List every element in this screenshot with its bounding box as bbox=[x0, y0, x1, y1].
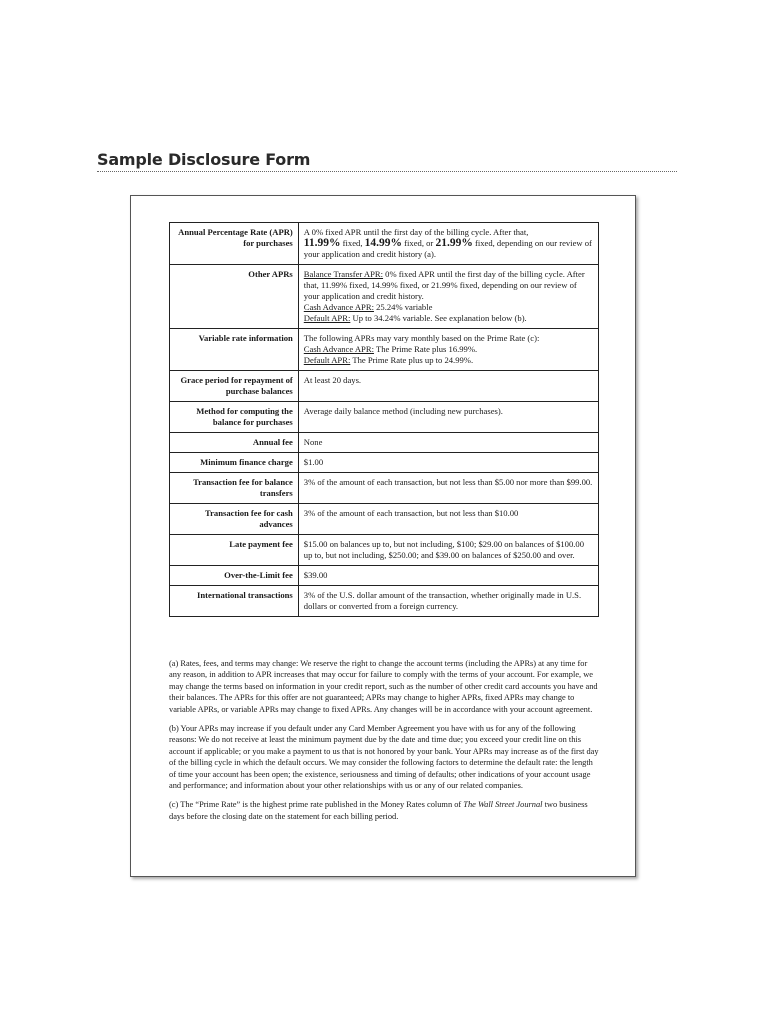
table-row bbox=[170, 329, 599, 371]
row-value: 3% of the U.S. dollar amount of the transaction, whether originally made in U.S. dollars or converted from a foreign currency. bbox=[298, 586, 598, 617]
footnote-c bbox=[169, 799, 601, 822]
row-label: Annual fee bbox=[170, 433, 299, 453]
row-label: Minimum finance charge bbox=[170, 453, 299, 473]
apr-intro-text: A 0% fixed APR until the first day of the billing cycle. After that, bbox=[303, 227, 529, 237]
default-apr-text: Up to 34.24% variable. See explanation below (b). bbox=[350, 313, 527, 323]
disclosure-table bbox=[169, 222, 599, 617]
row-label: Variable rate information bbox=[170, 329, 299, 371]
row-label: Over-the-Limit fee bbox=[170, 566, 299, 586]
footnotes bbox=[169, 658, 601, 830]
default-apr-label: Default APR: bbox=[303, 355, 351, 365]
table-row bbox=[170, 535, 599, 566]
footnote-b: (b) Your APRs may increase if you default under any Card Member Agreement you have with us for any of the following reasons: We do not receive at least the minimum payment due by the date and time due; you exceed your credit line on this account if applicable; or you make a payment to us that is not honored by your bank. Your APRs may increase as of the first day of the billing cycle in which the default occurs. We may consider the following factors to determine the default rate: the length of time your account has been open; the existence, seriousness and timing of defaults; other indications of your account usage and performance; and information about your other relationships with us or any of our related companies. bbox=[169, 724, 599, 791]
row-value: $15.00 on balances up to, but not including, $100; $29.00 on balances of $100.00 up to, but not including, $250.00; and $39.00 on balances of $250.00 and over. bbox=[298, 535, 598, 566]
cash-advance-text: The Prime Rate plus 16.99%. bbox=[373, 344, 478, 354]
page-title: Sample Disclosure Form bbox=[97, 150, 311, 169]
cash-advance-text: 25.24% variable bbox=[373, 302, 433, 312]
row-value: At least 20 days. bbox=[298, 371, 598, 402]
cash-advance-label: Cash Advance APR: bbox=[303, 344, 374, 354]
disclosure-document bbox=[130, 195, 636, 877]
footnote-a: (a) Rates, fees, and terms may change: We reserve the right to change the account terms (including the APRs) at any time for any reason, in addition to APR increases that may occur for failure to comply with the terms of your account. For example, we may change the terms based on information in your credit report, such as the number of other credit card accounts you have and their balances. The APRs for this offer are not guaranteed; APRs may change to higher APRs, fixed APRs may change to variable APRs, or variable APRs may change to fixed APRs. Any changes will be in accordance with your account agreement. bbox=[169, 659, 598, 714]
apr-rate-2: 14.99% bbox=[364, 237, 403, 249]
apr-text: fixed, or bbox=[402, 238, 436, 248]
row-label: Late payment fee bbox=[170, 535, 299, 566]
row-value: $39.00 bbox=[298, 566, 598, 586]
row-value: Average daily balance method (including new purchases). bbox=[298, 402, 598, 433]
apr-rate-3: 21.99% bbox=[435, 237, 473, 249]
table-row bbox=[170, 504, 599, 535]
journal-title: The Wall Street Journal bbox=[463, 800, 543, 810]
table-row bbox=[170, 402, 599, 433]
row-value: 3% of the amount of each transaction, but not less than $10.00 bbox=[298, 504, 598, 535]
row-label: International transactions bbox=[170, 586, 299, 617]
table-row bbox=[170, 473, 599, 504]
row-label: Grace period for repayment of purchase balances bbox=[170, 371, 299, 402]
apr-rate-1: 11.99% bbox=[303, 237, 341, 249]
footnote-c-text: (c) The “Prime Rate” is the highest prime rate published in the Money Rates column of bbox=[169, 800, 464, 810]
row-label: Other APRs bbox=[170, 265, 299, 329]
table-row bbox=[170, 265, 599, 329]
row-value bbox=[298, 265, 598, 329]
table-row bbox=[170, 433, 599, 453]
heading-divider bbox=[97, 171, 677, 172]
cash-advance-label: Cash Advance APR: bbox=[303, 302, 374, 312]
row-value: $1.00 bbox=[298, 453, 598, 473]
default-apr-text: The Prime Rate plus up to 24.99%. bbox=[350, 355, 474, 365]
row-value: 3% of the amount of each transaction, but not less than $5.00 nor more than $99.00. bbox=[298, 473, 598, 504]
row-label: Transaction fee for balance transfers bbox=[170, 473, 299, 504]
row-label: Transaction fee for cash advances bbox=[170, 504, 299, 535]
row-value bbox=[298, 329, 598, 371]
table-row bbox=[170, 586, 599, 617]
row-label: Method for computing the balance for purchases bbox=[170, 402, 299, 433]
variable-rate-intro: The following APRs may vary monthly based on the Prime Rate (c): bbox=[303, 333, 540, 343]
table-row bbox=[170, 566, 599, 586]
table-row bbox=[170, 223, 599, 265]
apr-text: fixed, depending on our review of your application and credit history (a). bbox=[303, 238, 592, 259]
row-value bbox=[298, 223, 598, 265]
balance-transfer-text: 0% fixed APR until the first day of the billing cycle. After that, 11.99% fixed, 14.99% fixed, or 21.99% fixed, depending on our review of your application and credit history. bbox=[303, 269, 585, 301]
balance-transfer-label: Balance Transfer APR: bbox=[303, 269, 384, 279]
row-label: Annual Percentage Rate (APR) for purchases bbox=[170, 223, 299, 265]
default-apr-label: Default APR: bbox=[303, 313, 351, 323]
apr-text: fixed, bbox=[340, 238, 365, 248]
table-row bbox=[170, 453, 599, 473]
table-row bbox=[170, 371, 599, 402]
row-value: None bbox=[298, 433, 598, 453]
footnote-c-text: two business days before the closing date on the statement for each billing period. bbox=[169, 800, 588, 821]
